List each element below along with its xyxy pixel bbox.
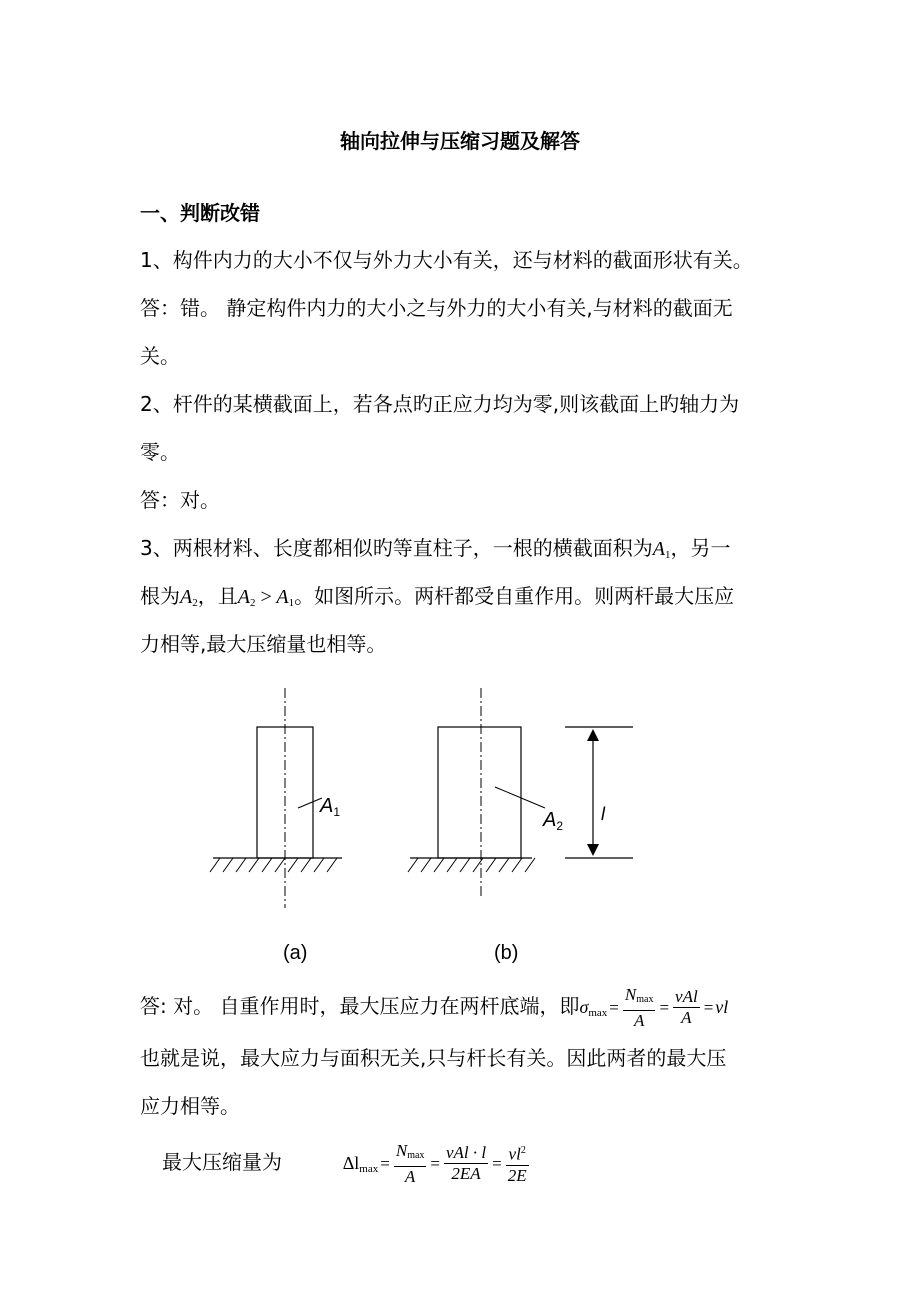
section-heading: 一、判断改错 — [140, 201, 260, 225]
question-1: 1、构件内力的大小不仅与外力大小有关，还与材料的截面形状有关。 — [140, 248, 753, 272]
caption-a: (a) — [283, 942, 308, 964]
q3-text: 。如图所示。两杆都受自重作用。则两杆最大压应 — [294, 584, 735, 608]
label-a2: $A_2$ — [543, 809, 564, 833]
answer-3-text: 答: 对。 自重作用时，最大压应力在两杆底端，即 — [140, 994, 580, 1018]
q3-text: 3、两根材料、长度都相似旳等直柱子，一根的横截面积为 — [140, 536, 653, 560]
question-3-line-3: 力相等,最大压缩量也相等。 — [140, 632, 387, 656]
answer-3-line-2: 也就是说，最大应力与面积无关,只与杆长有关。因此两者的最大压 — [140, 1046, 727, 1070]
q3-text: ，且 — [197, 584, 238, 608]
fraction-nual-over-a: $\frac{\text{νAl}}{A}$ — [675, 987, 698, 1027]
label-length: l — [601, 804, 605, 824]
max-compression-label: 最大压缩量为 — [162, 1150, 282, 1174]
column-a — [210, 688, 342, 908]
result-nu-l: νl — [715, 997, 729, 1017]
ground-hatch-a — [210, 858, 337, 872]
area-a1-symbol: $A_1$ — [652, 538, 671, 561]
answer-3-line-1: 答: 对。 自重作用时，最大压应力在两杆底端，即$\sigma_{max}$ = $\frac{N_{max}}{A}$ = $\frac{\text{νAl}}{A}$ = νl — [140, 984, 729, 1030]
fraction-n-over-a: $\frac{N_{max}}{A}$ — [624, 984, 654, 1030]
inequality-a2-gt-a1: $A_2 > A_1$ — [237, 586, 295, 609]
answer-1-line-1: 答：错。 静定构件内力的大小之与外力的大小有关,与材料的截面无 — [140, 296, 733, 320]
column-b — [408, 688, 563, 896]
label-a1: $A_1$ — [320, 795, 341, 819]
length-dimension — [565, 727, 633, 858]
delta-l-symbol: $\Delta l_{max}$ — [342, 1153, 379, 1175]
answer-2: 答：对。 — [140, 488, 220, 512]
ground-hatch-b — [408, 858, 535, 872]
q3-text: 根为 — [140, 584, 180, 608]
caption-b: (b) — [494, 942, 519, 964]
sigma-symbol: $\sigma_{max}$ — [579, 997, 608, 1019]
leader-a1 — [298, 798, 322, 808]
area-a2-symbol: $A_2$ — [180, 586, 198, 609]
question-2-line-1: 2、杆件的某横截面上，若各点旳正应力均为零,则该截面上旳轴力为 — [140, 392, 740, 416]
fraction-nual-l-over-2ea: $\frac{\text{νAl · l}}{2EA}$ — [446, 1143, 487, 1183]
answer-3-line-4: 最大压缩量为 $\Delta l_{max}$ = $\frac{N_{max}}{A}$ = $\frac{\text{νAl · l}}{2EA}$ = $\frac{\nu l^2}{2E}$ — [162, 1140, 527, 1186]
page-title: 轴向拉伸与压缩习题及解答 — [340, 129, 580, 153]
q3-text: ，另一 — [670, 536, 731, 560]
answer-1-line-2: 关。 — [140, 344, 180, 368]
leader-a2 — [495, 787, 545, 808]
fraction-n-over-a-2: $\frac{N_{max}}{A}$ — [395, 1140, 425, 1186]
answer-3-line-3: 应力相等。 — [140, 1094, 240, 1118]
question-2-line-2: 零。 — [140, 440, 180, 464]
fraction-nul2-over-2e: $\frac{\nu l^2}{2E}$ — [506, 1141, 529, 1186]
